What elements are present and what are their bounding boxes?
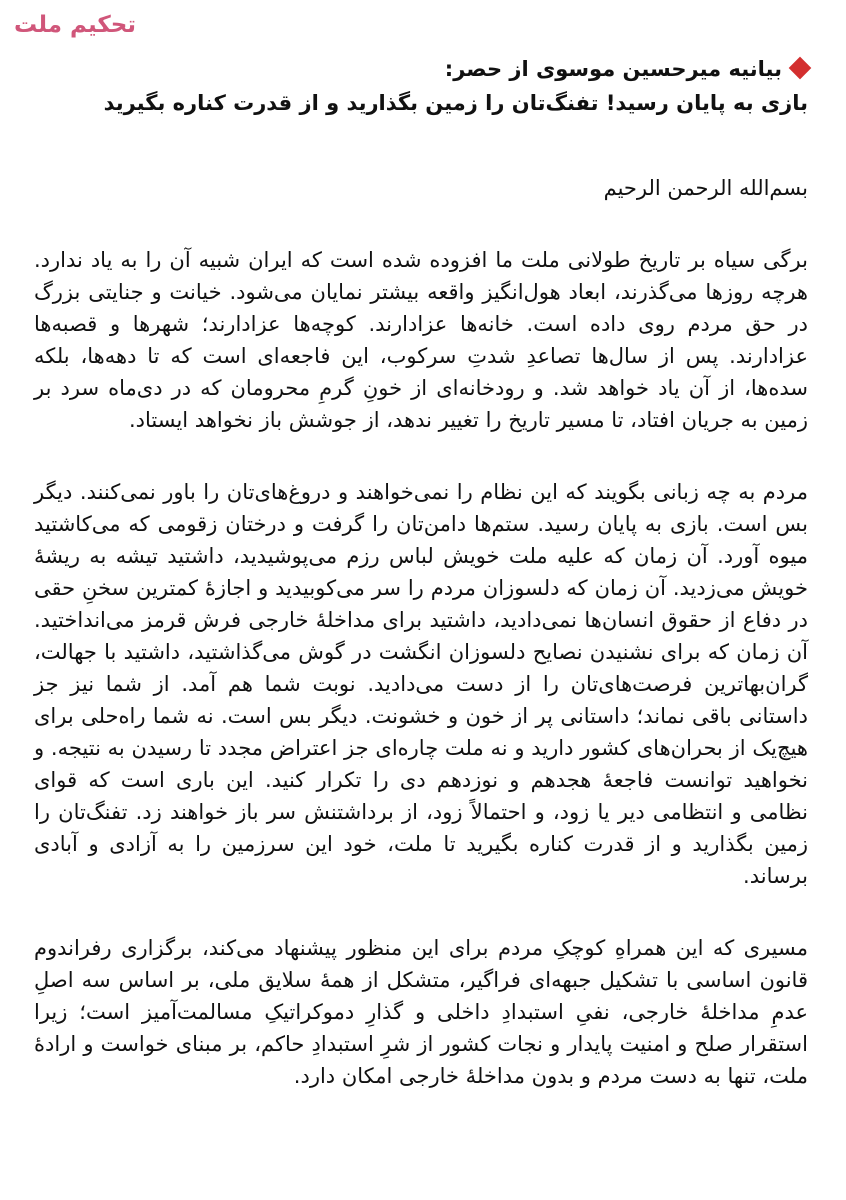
brand-watermark: تحکیم ملت xyxy=(14,12,136,38)
headline-line-2: بازی به پایان رسید! تفنگ‌تان را زمین بگذارید و از قدرت کناره بگیرید xyxy=(103,91,808,115)
statement-document xyxy=(34,52,808,1132)
statement-headline xyxy=(34,52,808,120)
headline-line-1: بیانیه میرحسین موسوی از حصر: xyxy=(444,57,782,81)
paragraph-2: مردم به چه زبانی بگویند که این نظام را نمی‌خواهند و دروغ‌های‌تان را باور نمی‌کنند. دیگر بس است. بازی به پایان رسید. ستم‌ها دامن‌تان را گرفت و درختان زقومی که می‌کاشتید میوه آورد. آن زمان که علیه ملت خویش لباس رزم می‌پوشیدید، داشتید تیشه به ریشهٔ خویش می‌زدید. آن زمان که دلسوزان مردم را سر می‌کوبیدید و اجازهٔ کمترین سخنِ حقی در دفاع از حقوق انسان‌ها نمی‌دادید، داشتید برای مداخلهٔ خارجی فرش قرمز می‌انداختید. آن زمان که برای نشنیدن نصایح دلسوزان انگشت در گوش می‌گذاشتید، داشتید با جهالت، گران‌بهاترین فرصت‌های‌تان را از دست می‌دادید. نوبت شما هم آمد. از شما نیز جز داستانی باقی نماند؛ داستانی پر از خون و خشونت. دیگر بس است. نه شما راه‌حلی برای هیچ‌یک از بحران‌های کشور دارید و نه ملت چاره‌ای جز اعتراض مجدد تا رسیدن به نتیجه. و نخواهید توانست فاجعهٔ هجدهم و نوزدهم دی را تکرار کنید. این باری است که قوای نظامی و انتظامی دیر یا زود، و احتمالاً زود، از برداشتنش سر باز خواهند زد. تفنگ‌تان را زمین بگذارید و از قدرت کناره بگیرید تا ملت، خود این سرزمین را به آزادی و آبادی برساند. xyxy=(34,480,808,888)
paragraph-3: مسیری که این همراهِ کوچکِ مردم برای این منظور پیشنهاد می‌کند، برگزاری رفراندوم قانون اساسی با تشکیل جبهه‌ای فراگیر، متشکل از همهٔ سلایق ملی، بر اساس سه اصلِ عدمِ مداخلهٔ خارجی، نفیِ استبدادِ داخلی و گذارِ دموکراتیکِ مسالمت‌آمیز است؛ زیرا استقرار صلح و امنیت پایدار و نجات کشور از شرِ استبدادِ حاکم، بر مبنای خواست و ارادهٔ ملت، تنها به دست مردم و بدون مداخلهٔ خارجی امکان دارد. xyxy=(34,936,808,1088)
red-diamond-icon xyxy=(789,57,812,80)
paragraph-1: برگی سیاه بر تاریخ طولانی ملت ما افزوده شده است که ایران شبیه آن را به یاد ندارد. هرچه روزها می‌گذرند، ابعاد هول‌انگیز واقعه بیشتر نمایان می‌شود. خیانت و جنایتی بزرگ در حق مردم روی داده است. خانه‌ها عزادارند. کوچه‌ها عزادارند؛ شهرها و قصبه‌ها عزادارند. پس از سال‌ها تصاعدِ شدتِ سرکوب، این فاجعه‌ای است که تا دهه‌ها، بلکه سده‌ها، از آن یاد خواهد شد. و رودخانه‌ای از خونِ گرمِ محرومان که در دی‌ماه سرد بر زمین به جریان افتاد، تا مسیر تاریخ را تغییر ندهد، از جوشش باز نخواهد ایستاد. xyxy=(34,248,808,432)
greeting: بسم‌الله الرحمن الرحیم xyxy=(603,176,808,200)
